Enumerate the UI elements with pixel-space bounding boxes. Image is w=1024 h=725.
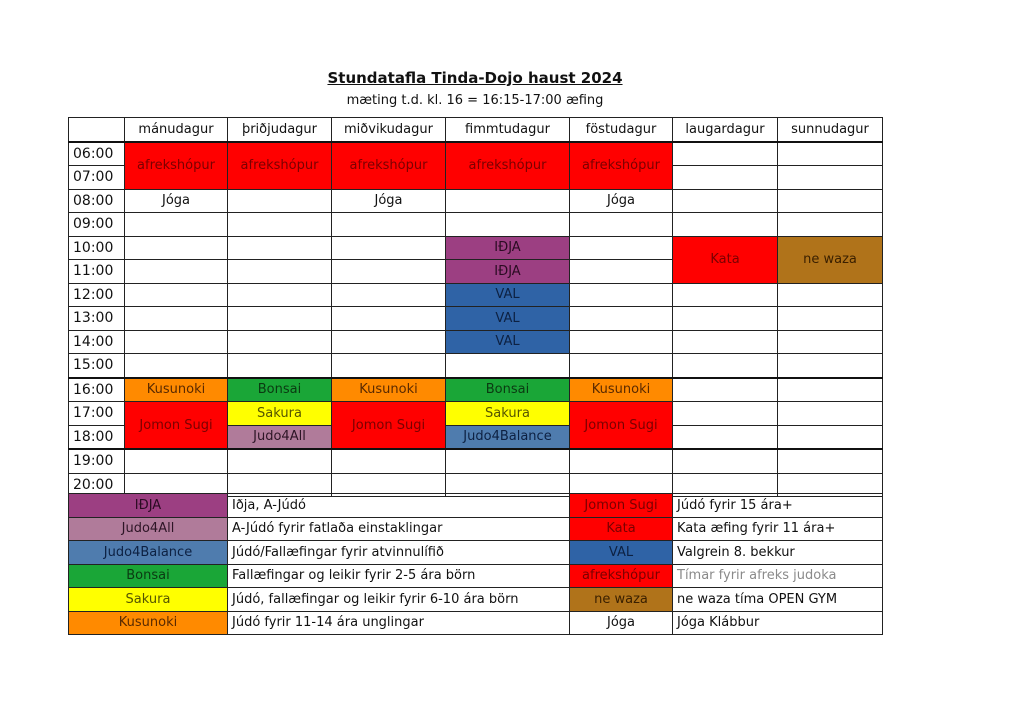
legend-swatch: Kata [570,517,673,541]
legend-swatch: Judo4All [69,517,228,541]
legend-desc: Júdó/Fallæfingar fyrir atvinnulífið [228,541,570,565]
session-afrekshopur: afrekshópur [570,142,673,190]
session-afrekshopur: afrekshópur [332,142,446,190]
session-joga: Jóga [332,189,446,213]
legend-desc: Jóga Klábbur [673,611,883,635]
session-afrekshopur: afrekshópur [446,142,570,190]
time-cell: 18:00 [69,425,125,449]
session-judo4balance: Judo4Balance [446,425,570,449]
corner-cell [69,118,125,142]
time-cell: 09:00 [69,213,125,237]
session-val: VAL [446,307,570,331]
table-row [69,189,883,213]
legend-swatch: Sakura [69,588,228,612]
table-row [69,330,883,354]
day-header: sunnudagur [778,118,883,142]
legend-desc: Iðja, A-Júdó [228,494,570,518]
legend-desc: Júdó fyrir 11-14 ára unglingar [228,611,570,635]
legend-desc: A-Júdó fyrir fatlaða einstaklingar [228,517,570,541]
day-header: þriðjudagur [228,118,332,142]
day-header: laugardagur [673,118,778,142]
legend-row [69,494,883,518]
session-kusunoki: Kusunoki [570,378,673,402]
table-row [69,449,883,473]
table-row [69,236,883,260]
session-bonsai: Bonsai [228,378,332,402]
schedule-table [68,117,883,497]
table-row [69,213,883,237]
time-cell: 07:00 [69,166,125,190]
session-jomon-sugi: Jomon Sugi [570,402,673,450]
empty-cell [446,189,570,213]
session-joga: Jóga [125,189,228,213]
day-header: fimmtudagur [446,118,570,142]
table-row [69,378,883,402]
time-cell: 19:00 [69,449,125,473]
legend-desc: Kata æfing fyrir 11 ára+ [673,517,883,541]
empty-cell [228,189,332,213]
table-row [69,402,883,426]
legend-swatch: Bonsai [69,564,228,588]
time-cell: 08:00 [69,189,125,213]
session-idja: IÐJA [446,260,570,284]
legend-row [69,611,883,635]
empty-cell [673,166,778,190]
day-header: miðvikudagur [332,118,446,142]
session-kata: Kata [673,236,778,283]
time-cell: 10:00 [69,236,125,260]
time-cell: 06:00 [69,142,125,166]
empty-cell [778,166,883,190]
time-cell: 15:00 [69,354,125,378]
session-joga: Jóga [570,189,673,213]
session-val: VAL [446,283,570,307]
day-header: mánudagur [125,118,228,142]
session-kusunoki: Kusunoki [125,378,228,402]
time-cell: 20:00 [69,473,125,497]
page-subtitle: mæting t.d. kl. 16 = 16:15-17:00 æfing [346,93,604,108]
legend-table [68,493,883,635]
time-cell: 16:00 [69,378,125,402]
legend-desc: ne waza tíma OPEN GYM [673,588,883,612]
legend-row [69,588,883,612]
session-sakura: Sakura [446,402,570,426]
legend-desc: Júdó, fallæfingar og leikir fyrir 6-10 ára börn [228,588,570,612]
time-cell: 12:00 [69,283,125,307]
legend-row [69,517,883,541]
legend-swatch: Jóga [570,611,673,635]
legend-desc: Fallæfingar og leikir fyrir 2-5 ára börn [228,564,570,588]
empty-cell [673,189,778,213]
legend-swatch: ne waza [570,588,673,612]
legend-swatch: IÐJA [69,494,228,518]
session-afrekshopur: afrekshópur [228,142,332,190]
session-sakura: Sakura [228,402,332,426]
table-row [69,142,883,166]
legend-desc: Valgrein 8. bekkur [673,541,883,565]
legend-row [69,564,883,588]
legend-swatch: Kusunoki [69,611,228,635]
session-jomon-sugi: Jomon Sugi [125,402,228,450]
table-row [69,307,883,331]
empty-cell [778,189,883,213]
session-afrekshopur: afrekshópur [125,142,228,190]
time-cell: 11:00 [69,260,125,284]
session-jomon-sugi: Jomon Sugi [332,402,446,450]
legend-swatch: VAL [570,541,673,565]
table-row [69,354,883,378]
legend-desc: Tímar fyrir afreks judoka [673,564,883,588]
empty-cell [778,142,883,166]
time-cell: 14:00 [69,330,125,354]
time-cell: 13:00 [69,307,125,331]
session-bonsai: Bonsai [446,378,570,402]
empty-cell [673,142,778,166]
legend-swatch: Judo4Balance [69,541,228,565]
session-kusunoki: Kusunoki [332,378,446,402]
legend-swatch: Jomon Sugi [570,494,673,518]
session-idja: IÐJA [446,236,570,260]
session-ne-waza: ne waza [778,236,883,283]
session-judo4all: Judo4All [228,425,332,449]
legend-row [69,541,883,565]
day-header: föstudagur [570,118,673,142]
table-row [69,283,883,307]
header-row [69,118,883,142]
legend-desc: Júdó fyrir 15 ára+ [673,494,883,518]
session-val: VAL [446,330,570,354]
legend-swatch: afrekshópur [570,564,673,588]
page-title: Stundatafla Tinda-Dojo haust 2024 [327,69,623,87]
time-cell: 17:00 [69,402,125,426]
